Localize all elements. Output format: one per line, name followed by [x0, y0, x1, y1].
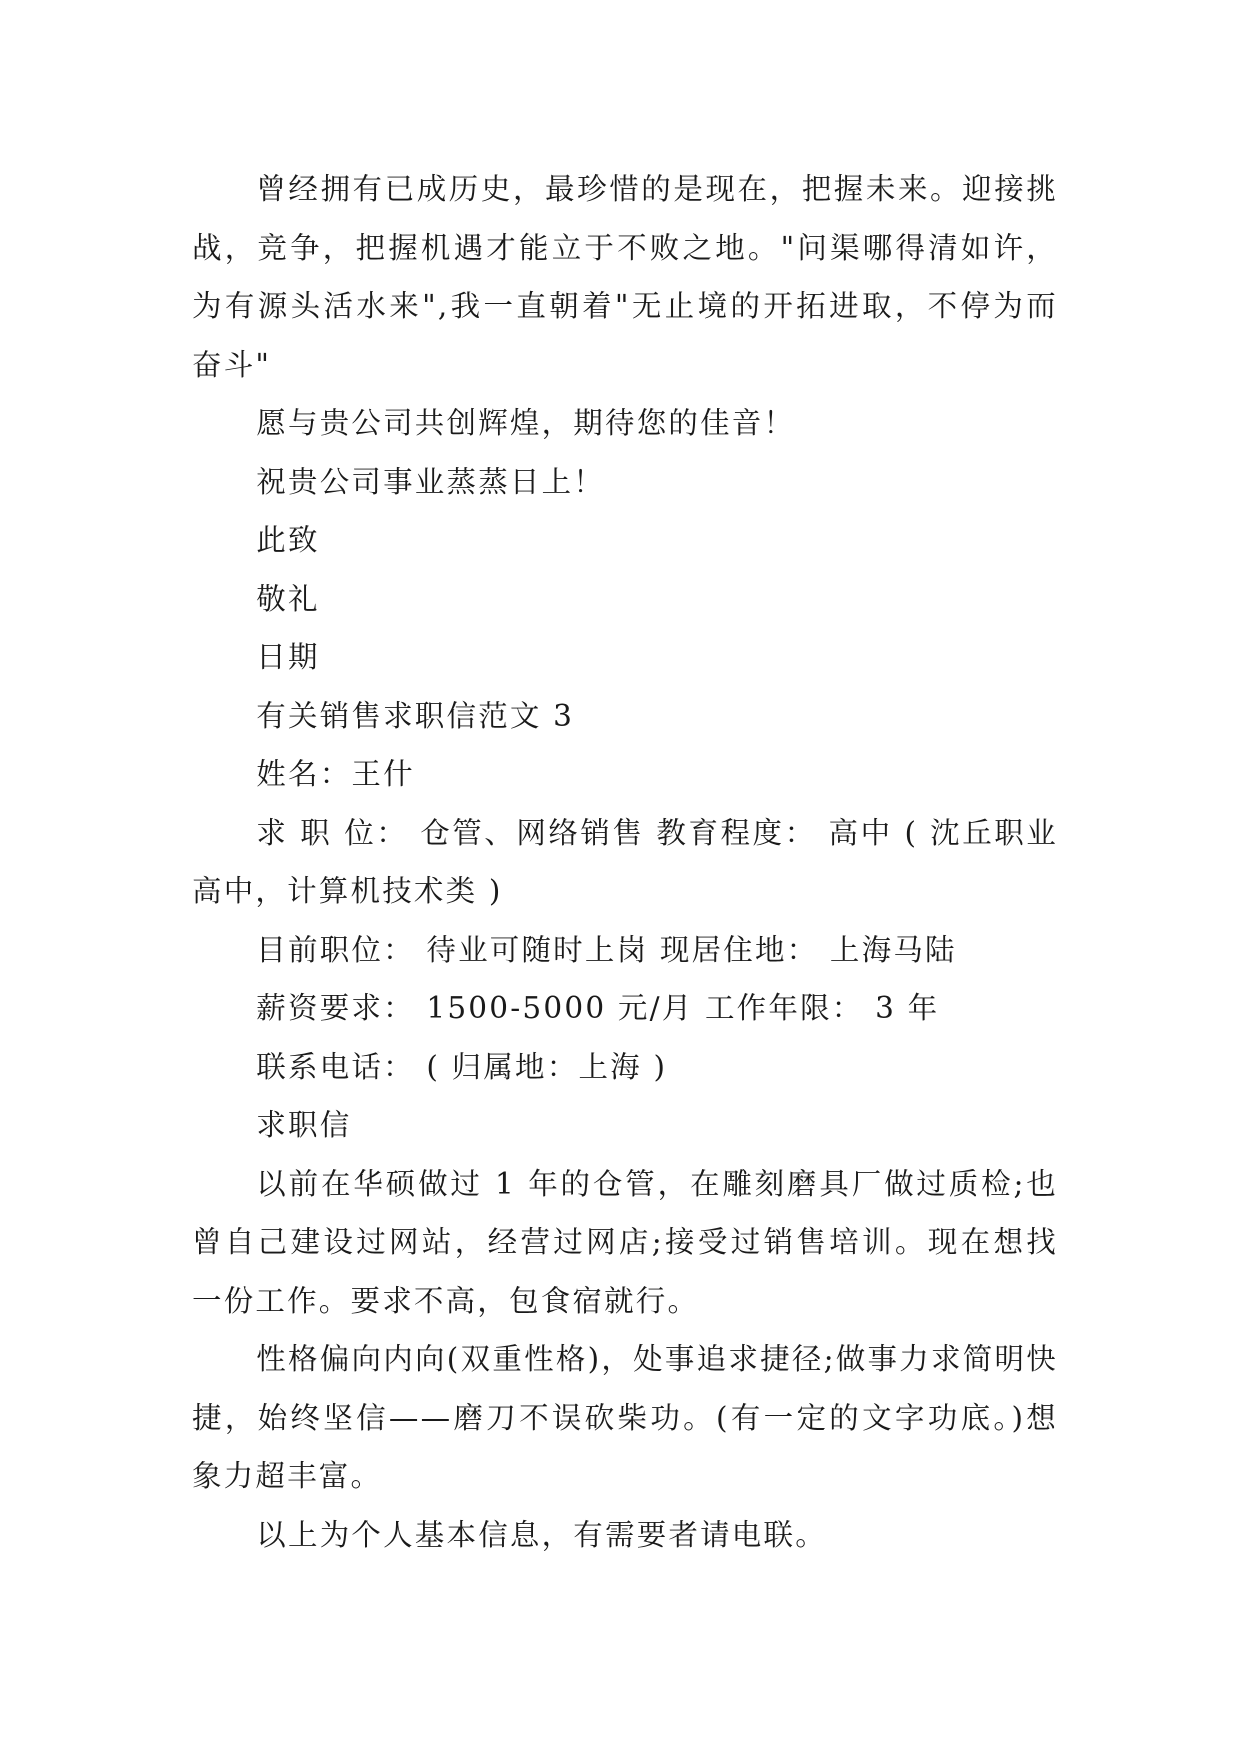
field-contact-phone: 联系电话： ( 归属地：上海 )	[256, 1049, 668, 1084]
field-salary-experience: 薪资要求： 1500-5000 元/月 工作年限： 3 年	[256, 991, 940, 1025]
paragraph-contact-note: 以上为个人基本信息，有需要者请电联。	[256, 1517, 827, 1552]
field-current-status-residence: 目前职位： 待业可随时上岗 现居住地： 上海马陆	[256, 932, 957, 967]
salutation-jingli: 敬礼	[256, 581, 320, 616]
field-name: 姓名：王什	[256, 757, 415, 791]
section-title: 有关销售求职信范文 3	[256, 698, 575, 733]
paragraph-personality: 性格偏向内向(双重性格)，处事追求捷径;做事力求简明快捷，始终坚信——磨刀不误砍柴功。(有一定的文字功底。)想象力超丰富。	[192, 1342, 1058, 1493]
paragraph-closing-statement: 曾经拥有已成历史，最珍惜的是现在，把握未来。迎接挑战，竞争，把握机遇才能立于不败之地。"问渠哪得清如许，为有源头活水来",我一直朝着"无止境的开拓进取，不停为而奋斗"	[192, 172, 1058, 382]
salutation-cizhi: 此致	[256, 523, 320, 557]
paragraph-experience: 以前在华硕做过 1 年的仓管，在雕刻磨具厂做过质检;也曾自己建设过网站，经营过网店;接受过销售培训。现在想找一份工作。要求不高，包食宿就行。	[192, 1166, 1058, 1318]
letter-heading: 求职信	[256, 1108, 352, 1142]
paragraph-wish-cooperation: 愿与贵公司共创辉煌，期待您的佳音！	[256, 406, 796, 440]
document-body	[192, 160, 1058, 1564]
paragraph-wish-success: 祝贵公司事业蒸蒸日上！	[256, 464, 605, 499]
field-position-education: 求 职 位： 仓管、网络销售 教育程度： 高中 ( 沈丘职业高中，计算机技术类 )	[192, 815, 1058, 908]
date-label: 日期	[256, 640, 320, 674]
